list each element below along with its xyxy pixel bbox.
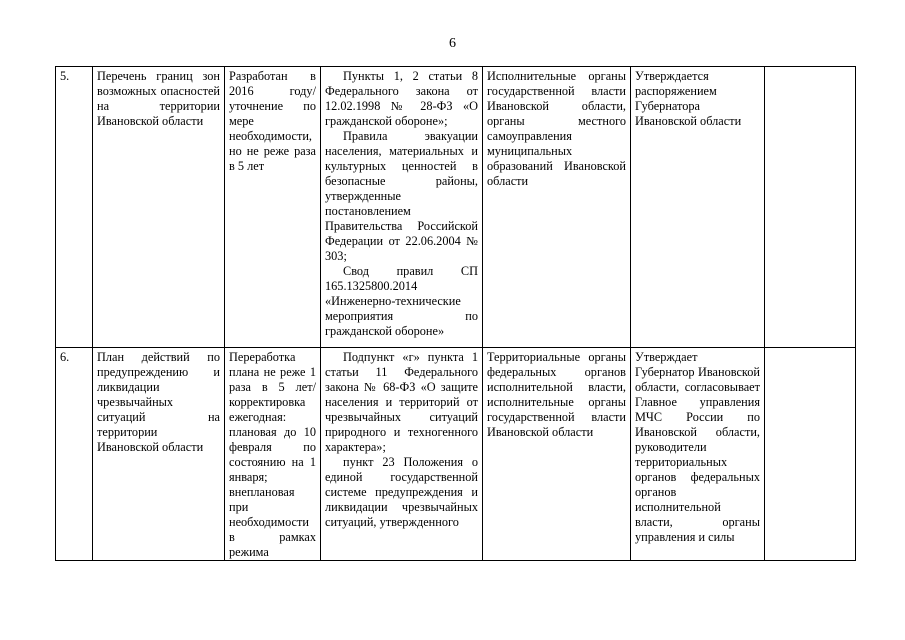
- row-number-cell: 5.: [56, 67, 93, 348]
- legal-basis-paragraph: Пункты 1, 2 статьи 8 Федерального закона от 12.02.1998 № 28-ФЗ «О гражданской обороне»;: [325, 69, 478, 128]
- empty-cell: [765, 348, 856, 561]
- legal-basis-paragraph: пункт 23 Положения о единой государственной системе предупреждения и ликвидации чрезвычайных ситуаций, утвержденного: [325, 455, 478, 529]
- executors-cell: Исполнительные органы государственной власти Ивановской области, органы местного самоуправления муниципальных образований Ивановской области: [483, 67, 631, 348]
- legal-basis-cell: [321, 67, 483, 348]
- approval-cell: Утверждает Губернатор Ивановской области, согласовывает Главное управления МЧС России по Ивановской области, руководители территориальных органов федеральных органов исполнительной власти, органы управления и силы: [631, 348, 765, 561]
- approval-cell: Утверждается распоряжением Губернатора Ивановской области: [631, 67, 765, 348]
- table-row: [56, 348, 856, 561]
- document-name-cell: Перечень границ зон возможных опасностей на территории Ивановской области: [93, 67, 225, 348]
- term-cell: Переработка плана не реже 1 раза в 5 лет/ корректировка ежегодная: плановая до 10 февраля по состоянию на 1 января; внеплановая при необходимости в рамках режима: [225, 348, 321, 561]
- table-row: [56, 67, 856, 348]
- legal-basis-paragraph: Правила эвакуации населения, материальных и культурных ценностей в безопасные районы, утвержденные постановлением Правительства Российской Федерации от 22.06.2004 № 303;: [325, 129, 478, 263]
- legal-basis-cell: [321, 348, 483, 561]
- document-name-cell: План действий по предупреждению и ликвидации чрезвычайных ситуаций на территории Ивановской области: [93, 348, 225, 561]
- document-table: [55, 66, 856, 561]
- page-number: 6: [449, 36, 456, 51]
- legal-basis-paragraph: Подпункт «г» пункта 1 статьи 11 Федерального закона № 68-ФЗ «О защите населения и территорий от чрезвычайных ситуаций природного и техногенного характера»;: [325, 350, 478, 454]
- empty-cell: [765, 67, 856, 348]
- row-number-cell: 6.: [56, 348, 93, 561]
- executors-cell: Территориальные органы федеральных органов исполнительной власти, исполнительные органы государственной власти Ивановской области: [483, 348, 631, 561]
- legal-basis-paragraph: Свод правил СП 165.1325800.2014 «Инженерно-технические мероприятия по гражданской обороне»: [325, 264, 478, 338]
- term-cell: Разработан в 2016 году/ уточнение по мере необходимости, но не реже раза в 5 лет: [225, 67, 321, 348]
